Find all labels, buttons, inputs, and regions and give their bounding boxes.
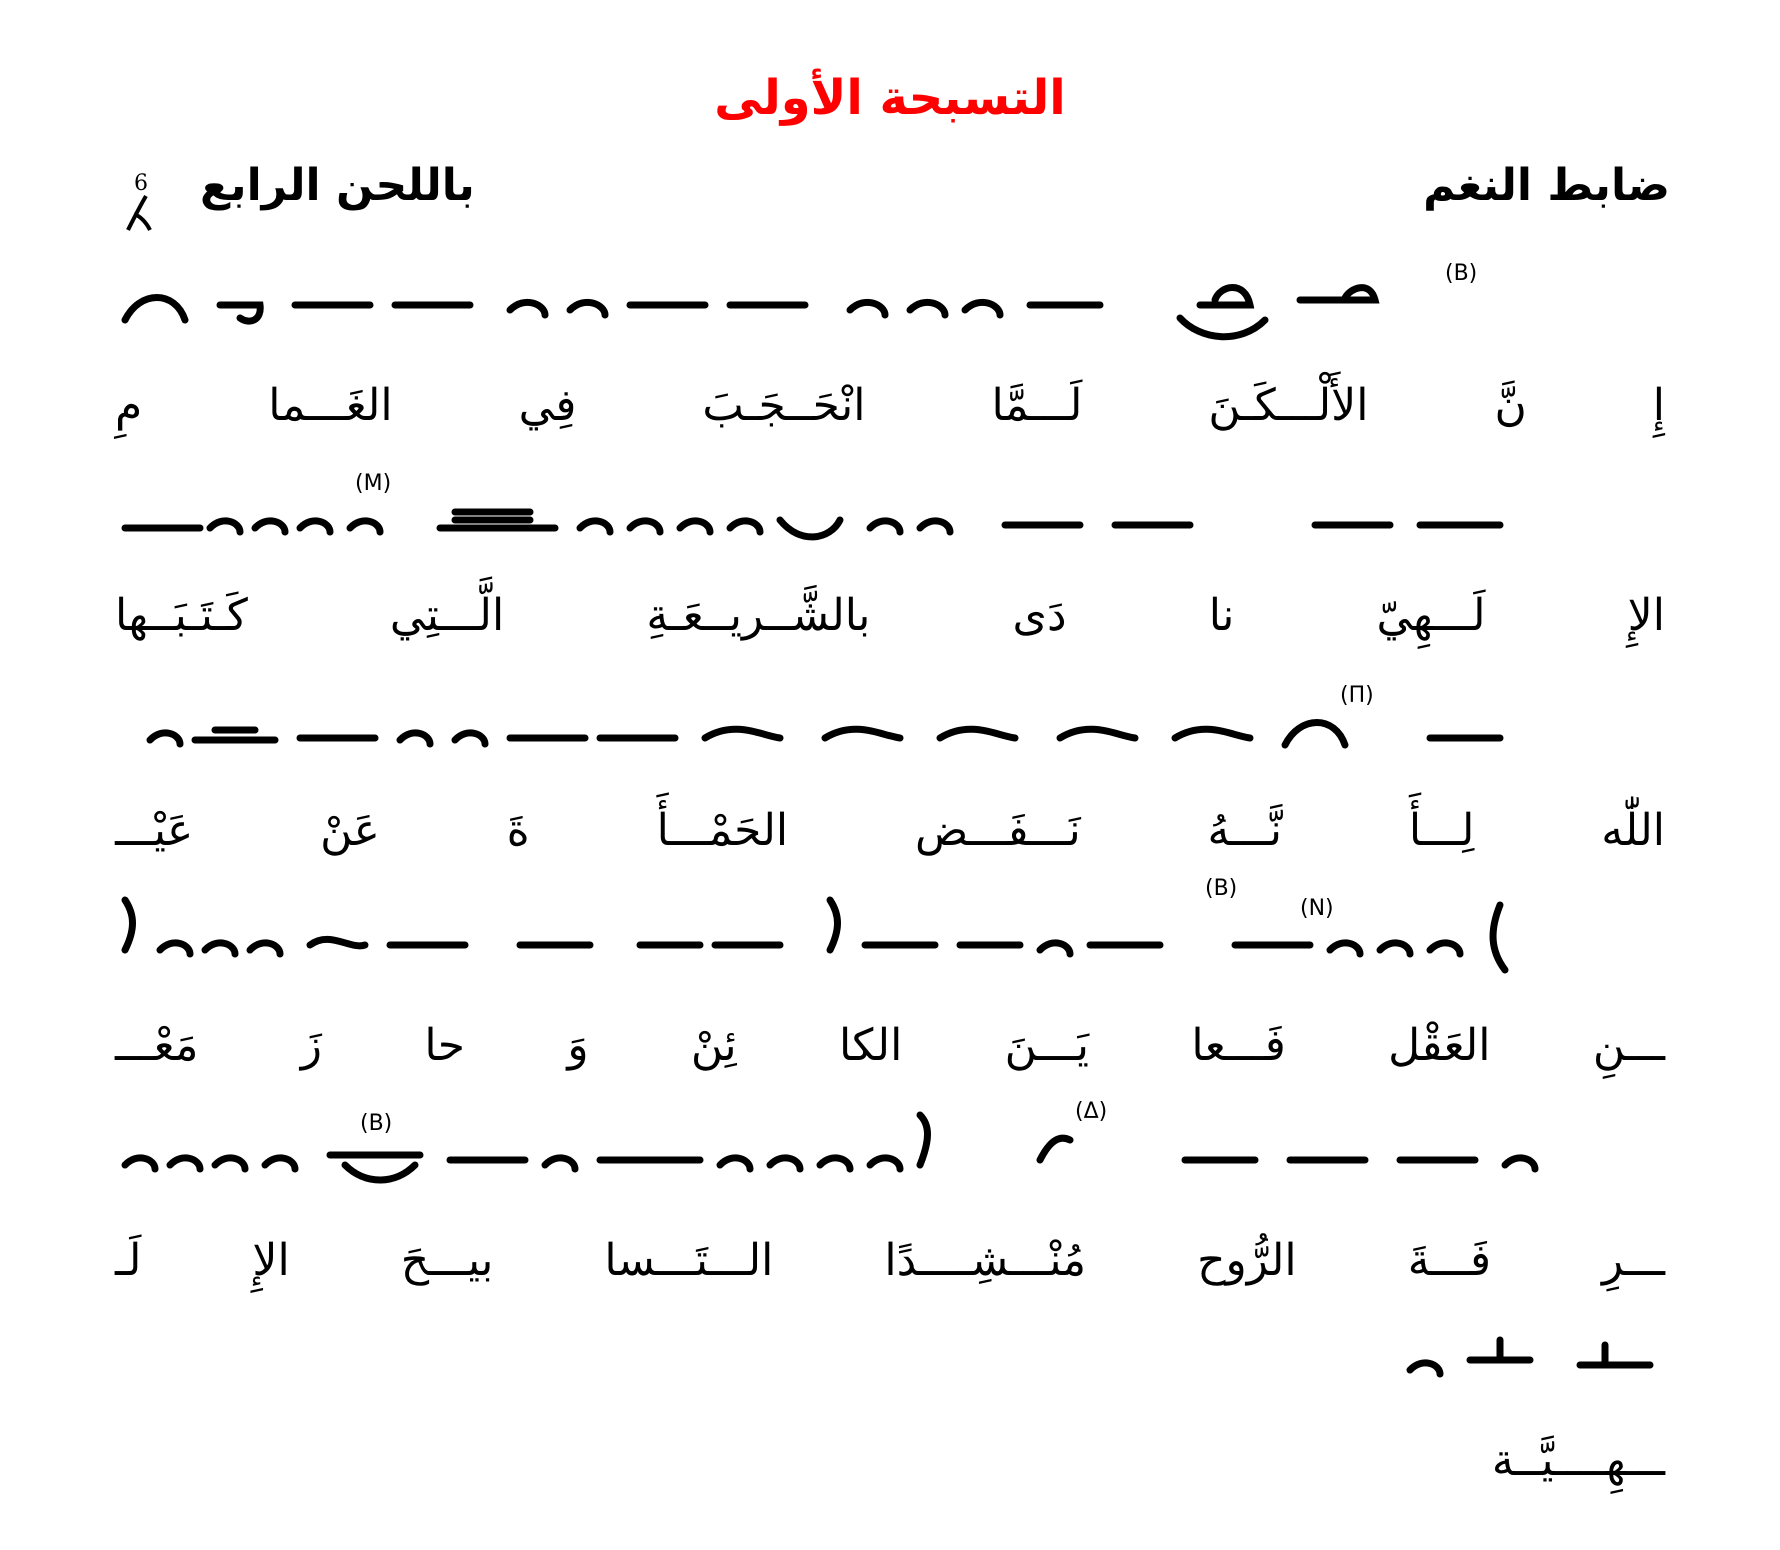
word: العَقْل (1388, 1020, 1491, 1071)
word: فِي (518, 380, 577, 431)
word: ـــرِ (1602, 1235, 1665, 1286)
word: الغَـــما (268, 380, 393, 431)
word: نَّ (1494, 380, 1527, 431)
word: نا (1208, 590, 1235, 641)
word: وَ (567, 1020, 589, 1071)
word: لَـــمَّا (991, 380, 1083, 431)
word: لَـ (115, 1235, 142, 1286)
word: ةَ (506, 805, 530, 856)
svg-text:6: 6 (134, 171, 148, 196)
word: لِـــأَ (1408, 805, 1475, 856)
word: عَنْ (320, 805, 380, 856)
word: لَـــهِيّ (1376, 590, 1486, 641)
lyric-line-5 (115, 1235, 1665, 1286)
word: إِ (1652, 380, 1665, 431)
word: اللّٰه (1601, 805, 1665, 856)
lyric-line-3 (115, 805, 1665, 856)
word: ـــنِ (1592, 1020, 1665, 1071)
word: عَيْـــ (115, 805, 194, 856)
word: فَـــعا (1191, 1020, 1286, 1071)
word: نَـــفَـــض (914, 805, 1081, 856)
marker-delta: (Δ) (1075, 1099, 1108, 1124)
word: مِ (115, 380, 143, 431)
word: نَّـــهُ (1207, 805, 1283, 856)
word: الإِ (252, 1235, 290, 1286)
word: الإِ (1627, 590, 1665, 641)
lyric-line-6 (115, 1435, 1665, 1486)
marker-b-3: (B) (360, 1111, 393, 1136)
marker-pi: (Π) (1340, 683, 1374, 708)
word: فَـــةَ (1407, 1235, 1491, 1286)
word: بيـــحَ (400, 1235, 494, 1286)
word: الرُّوح (1197, 1235, 1297, 1286)
word: ئِنْ (690, 1020, 737, 1071)
word: مُنْـــشِــــدًا (884, 1235, 1087, 1286)
word: زَ (300, 1020, 323, 1071)
marker-b-1: (B) (1445, 261, 1478, 286)
lyric-line-2 (115, 590, 1665, 641)
word: الأَلْـــكَـنَ (1208, 380, 1369, 431)
marker-m: (M) (355, 471, 392, 496)
word: انْحَــجَـبَ (702, 380, 866, 431)
tone-label: باللحن الرابع (200, 160, 475, 211)
marker-n: (N) (1300, 896, 1334, 921)
page-title: التسبحة الأولى (714, 70, 1066, 126)
marker-b-2: (B) (1205, 876, 1238, 901)
word: مَعْـــ (115, 1020, 199, 1071)
lyric-line-1 (115, 380, 1665, 431)
lyric-line-4 (115, 1020, 1665, 1071)
word: يَـــنَ (1004, 1020, 1090, 1071)
word: الَّـــتِي (389, 590, 505, 641)
word: بالشَّــريــعَـةِ (646, 590, 871, 641)
mode-regulator-label: ضابط النغم (1423, 160, 1670, 211)
word: حا (424, 1020, 465, 1071)
word: ـــهِــــيَّــة (1491, 1435, 1665, 1486)
word: كَـتَـبَــها (115, 590, 248, 641)
word: دَى (1012, 590, 1067, 641)
word: الكا (838, 1020, 903, 1071)
word: الحَمْـــأَ (656, 805, 789, 856)
word: الـــتَـــسا (604, 1235, 774, 1286)
